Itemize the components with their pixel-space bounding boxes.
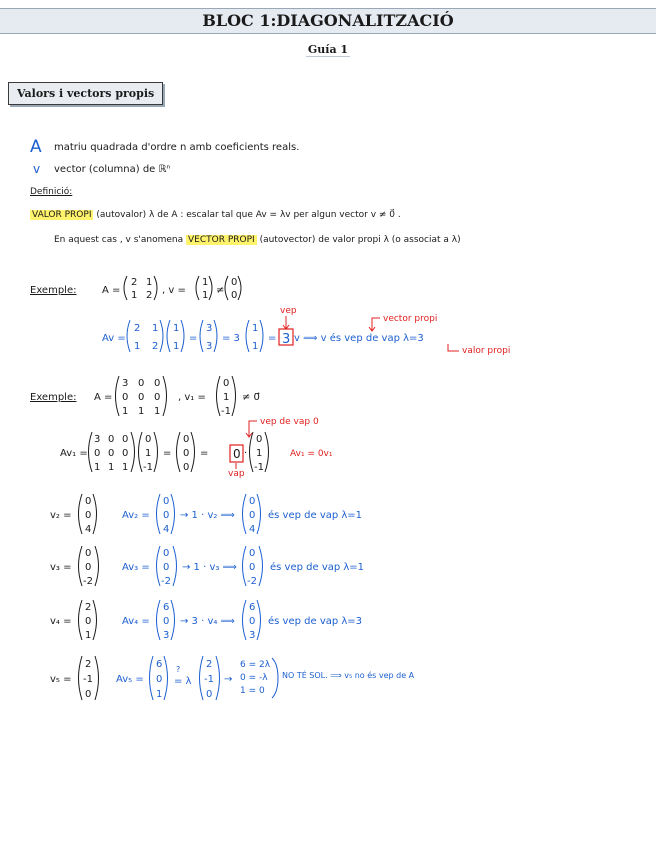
ex2-r2: 0 [183, 448, 190, 459]
bracket [157, 494, 161, 534]
bracket [124, 276, 127, 300]
ex1-a21: 1 [131, 290, 138, 301]
vector-propi-highlight: VECTOR PROPI [188, 235, 255, 245]
ex1-eq-box: = [268, 333, 277, 344]
bracket [171, 600, 175, 640]
ex2-v4-r-a: 6 [249, 602, 256, 613]
ex2-v3-b: 0 [85, 562, 92, 573]
bracket [95, 546, 99, 586]
ex2-v3-r-c: -2 [247, 576, 257, 587]
ex2-Av2-b: 0 [163, 510, 170, 521]
ex2-d2: 1 [256, 448, 263, 459]
ex2-v1c: -1 [221, 406, 231, 417]
ex2-a21: 0 [122, 392, 129, 403]
ex1-vector-propi-note: vector propi [383, 314, 438, 324]
vector-letter-v: v [33, 162, 41, 176]
bracket [232, 376, 236, 416]
ex1-v-eq: , v = [162, 285, 186, 296]
bracket [79, 600, 83, 640]
ex2-v2-r-a: 0 [249, 496, 256, 507]
bracket [259, 546, 263, 586]
bracket [127, 320, 130, 352]
ex2-neq0: ≠ 0⃗ [242, 392, 260, 403]
page-title: BLOC 1:DIAGONALITZACIÓ [202, 11, 454, 30]
ex2-Av5-b: 0 [156, 674, 163, 685]
ex1-a12: 1 [146, 277, 153, 288]
ex2-v5-sys-1: 6 = 2λ [240, 660, 271, 670]
ex1-z2: 0 [231, 290, 238, 301]
ex2-v5-q: = λ [174, 676, 192, 687]
ex2-a23: 0 [154, 392, 161, 403]
bracket [157, 546, 161, 586]
ex2-Av4: Av₄ = [122, 616, 150, 627]
ex2-a13: 0 [154, 378, 161, 389]
ex2-v3-r-a: 0 [249, 548, 256, 559]
bracket [150, 656, 154, 700]
bracket [225, 276, 228, 300]
exemple1-label: Exemple: [30, 285, 77, 296]
row-v5 [50, 656, 415, 700]
ex2-Av3: Av₃ = [122, 562, 150, 573]
ex2-v4-c: 1 [85, 630, 92, 641]
ex2-v5-sys-3: 1 = 0 [240, 686, 265, 696]
ex2-dot: · [244, 448, 248, 459]
bracket [214, 320, 217, 352]
ex2-b33: 1 [122, 462, 129, 473]
ex2-b11: 3 [94, 434, 101, 445]
ex2-v3-r-b: 0 [249, 562, 256, 573]
ex2-v3-lhs: v₃ = [50, 562, 72, 573]
exemple2-label: Exemple: [30, 392, 77, 403]
ex1-A-eq: A = [102, 285, 121, 296]
bracket [116, 376, 120, 416]
ex2-Av1-note: Av₁ = 0v₁ [290, 449, 333, 459]
ex2-v3-c: -2 [83, 576, 93, 587]
ex2-r3: 0 [183, 462, 190, 473]
bracket [260, 320, 263, 352]
ex1-vec1: 1 [173, 323, 180, 334]
ex2-v2-tail: és vep de vap λ=1 [268, 510, 363, 521]
bracket [89, 432, 93, 472]
ex2-v2-mid: → 1 · v₂ ⟹ [180, 510, 235, 521]
bracket [257, 600, 261, 640]
ex2-v4-r-b: 0 [249, 616, 256, 627]
bracket [173, 546, 177, 586]
ex2-a22: 0 [138, 392, 145, 403]
ex2-a32: 1 [138, 406, 145, 417]
brace [272, 658, 278, 698]
bracket [131, 432, 135, 472]
ex2-v1a: 0 [223, 378, 230, 389]
ex2-b22: 0 [108, 448, 115, 459]
ex2-v5-arrow: → [224, 674, 233, 685]
bracket [200, 320, 203, 352]
ex1-a11: 2 [131, 277, 138, 288]
ex1-tail: v ⟹ v és vep de vap λ=3 [294, 333, 424, 344]
ex2-c1: 0 [145, 434, 152, 445]
ex2-v3-tail: és vep de vap λ=1 [270, 562, 365, 573]
ex2-v1b: 1 [223, 392, 230, 403]
ex2-v4-lhs: v₄ = [50, 616, 72, 627]
ex2-v5-r-c: 0 [206, 689, 213, 700]
ex2-vap-label: vap [228, 469, 245, 479]
ex1-res2: 3 [206, 341, 213, 352]
ex2-b31: 1 [94, 462, 101, 473]
bracket [95, 656, 99, 700]
valor-propi-highlight: VALOR PROPI [32, 210, 92, 220]
ex2-b23: 0 [122, 448, 129, 459]
ex1-eq3: = 3 [222, 333, 240, 344]
ex2-a11: 3 [122, 378, 129, 389]
ex2-vep-vap0-note: vep de vap 0 [260, 417, 319, 427]
bracket [250, 432, 254, 472]
ex2-b32: 1 [108, 462, 115, 473]
ex2-v4-mid: → 3 · v₄ ⟹ [180, 616, 235, 627]
bracket [79, 546, 83, 586]
bracket [181, 320, 184, 352]
ex2-v4-a: 2 [85, 602, 92, 613]
ex2-v2-b: 0 [85, 510, 92, 521]
ex1-a22: 2 [146, 290, 153, 301]
ex2-v2-a: 0 [85, 496, 92, 507]
bracket [243, 494, 247, 534]
bracket [209, 276, 212, 300]
ex2-d1: 0 [256, 434, 263, 445]
matrix-letter-A: A [30, 137, 42, 157]
bracket [154, 432, 158, 472]
ex2-b21: 0 [94, 448, 101, 459]
intro-line-1: matriu quadrada d'ordre n amb coeficients reals. [54, 142, 300, 153]
bracket [163, 376, 167, 416]
bracket [216, 656, 220, 700]
ex2-v5-qmark: ? [176, 665, 181, 674]
arrow [372, 318, 380, 330]
ex2-Av3-b: 0 [163, 562, 170, 573]
ex2-b12: 0 [108, 434, 115, 445]
ex2-Av1-eq: Av₁ = [60, 448, 88, 459]
ex1-res1: 3 [206, 323, 213, 334]
ex2-r1: 0 [183, 434, 190, 445]
ex2-v2-lhs: v₂ = [50, 510, 72, 521]
bracket [243, 600, 247, 640]
ex1-v3b: 1 [252, 341, 259, 352]
ex1-eq: = [189, 333, 198, 344]
ex1-z1: 0 [231, 277, 238, 288]
ex2-a12: 0 [138, 378, 145, 389]
bracket [157, 600, 161, 640]
ex2-v2-r-c: 4 [249, 524, 256, 535]
ex1-vec2: 1 [173, 341, 180, 352]
bracket [265, 432, 269, 472]
ex2-v5-c: 0 [85, 689, 92, 700]
bracket [93, 494, 97, 534]
ex1-valor-propi-note: valor propi [462, 346, 511, 356]
ex2-eq-b: = [200, 448, 209, 459]
ex2-v5-r-b: -1 [204, 674, 214, 685]
ex2-Av3-c: -2 [161, 576, 171, 587]
bracket [160, 320, 163, 352]
ex2-d3: -1 [254, 462, 264, 473]
ex2-c2: 1 [145, 448, 152, 459]
bracket [238, 276, 241, 300]
ex1-neq: ≠ [216, 285, 225, 296]
bracket [79, 494, 83, 534]
bracket [191, 432, 195, 472]
ex1-m22: 2 [152, 341, 159, 352]
ex2-a31: 1 [122, 406, 129, 417]
ex2-v2-r-b: 0 [249, 510, 256, 521]
section-title: Valors i vectors propis [8, 82, 163, 105]
bracket [200, 656, 204, 700]
ex1-boxed-3: 3 [282, 332, 291, 347]
ex2-Av5-c: 1 [156, 689, 163, 700]
ex2-Av2: Av₂ = [122, 510, 150, 521]
ex2-Av4-b: 0 [163, 616, 170, 627]
ex1-v2: 1 [202, 290, 209, 301]
ex2-v3-a: 0 [85, 548, 92, 559]
ex2-v5-sys-2: 0 = -λ [240, 673, 268, 683]
vector-propi-line: En aquest cas , v s'anomena VECTOR PROPI (autovector) de valor propi λ (o associat a λ) [54, 235, 461, 245]
row-v3 [50, 546, 364, 587]
ex2-Av2-a: 0 [163, 496, 170, 507]
bracket [171, 494, 175, 534]
ex2-v5-a: 2 [85, 659, 92, 670]
bracket [139, 432, 143, 472]
ex2-v4-r-c: 3 [249, 630, 256, 641]
row-v2 [50, 494, 362, 535]
ex2-b13: 0 [122, 434, 129, 445]
bracket [167, 320, 170, 352]
bracket [93, 600, 97, 640]
ex1-m12: 1 [152, 323, 159, 334]
ex2-Av4-a: 6 [163, 602, 170, 613]
bracket [217, 376, 221, 416]
ex2-a33: 1 [154, 406, 161, 417]
ex2-v3-mid: → 1 · v₃ ⟹ [182, 562, 237, 573]
ex2-v1-eq: , v₁ = [178, 392, 206, 403]
bracket [196, 276, 199, 300]
ex2-Av5-a: 6 [156, 659, 163, 670]
bracket [246, 320, 249, 352]
bracket [177, 432, 181, 472]
bracket [79, 656, 83, 700]
ex2-Av4-c: 3 [163, 630, 170, 641]
bracket [154, 276, 157, 300]
intro-line-2: vector (columna) de ℝⁿ [54, 164, 171, 175]
ex2-eq-a: = [163, 448, 172, 459]
ex1-v1: 1 [202, 277, 209, 288]
page-subtitle: Guía 1 [307, 43, 349, 56]
ex2-boxed-0: 0 [233, 447, 241, 461]
ex1-v3a: 1 [252, 323, 259, 334]
ex2-v4-b: 0 [85, 616, 92, 627]
ex1-m21: 1 [134, 341, 141, 352]
ex2-v5-r-a: 2 [206, 659, 213, 670]
bracket [243, 546, 247, 586]
ex2-v4-tail: és vep de vap λ=3 [268, 616, 363, 627]
ex2-v5-tail: NO TÉ SOL. ⟹ v₅ no és vep de A [282, 671, 415, 680]
definition-label: Definició: [30, 187, 73, 197]
definition-line: VALOR PROPI (autovalor) λ de A : escalar tal que Av = λv per algun vector v ≠ 0⃗ . [32, 210, 401, 220]
ex1-vep-label: vep [280, 306, 297, 316]
ex2-Av2-c: 4 [163, 524, 170, 535]
ex2-v2-c: 4 [85, 524, 92, 535]
ex2-c3: -1 [143, 462, 153, 473]
ex2-v5-lhs: v₅ = [50, 674, 72, 685]
arrow [448, 344, 459, 351]
ex1-Av-eq: Av = [102, 333, 126, 344]
bracket [257, 494, 261, 534]
ex1-m11: 2 [134, 323, 141, 334]
ex2-A-eq: A = [94, 392, 113, 403]
ex2-v5-b: -1 [83, 674, 93, 685]
ex2-Av3-a: 0 [163, 548, 170, 559]
bracket [164, 656, 168, 700]
row-v4 [50, 600, 362, 641]
ex2-Av5: Av₅ = [116, 674, 144, 685]
